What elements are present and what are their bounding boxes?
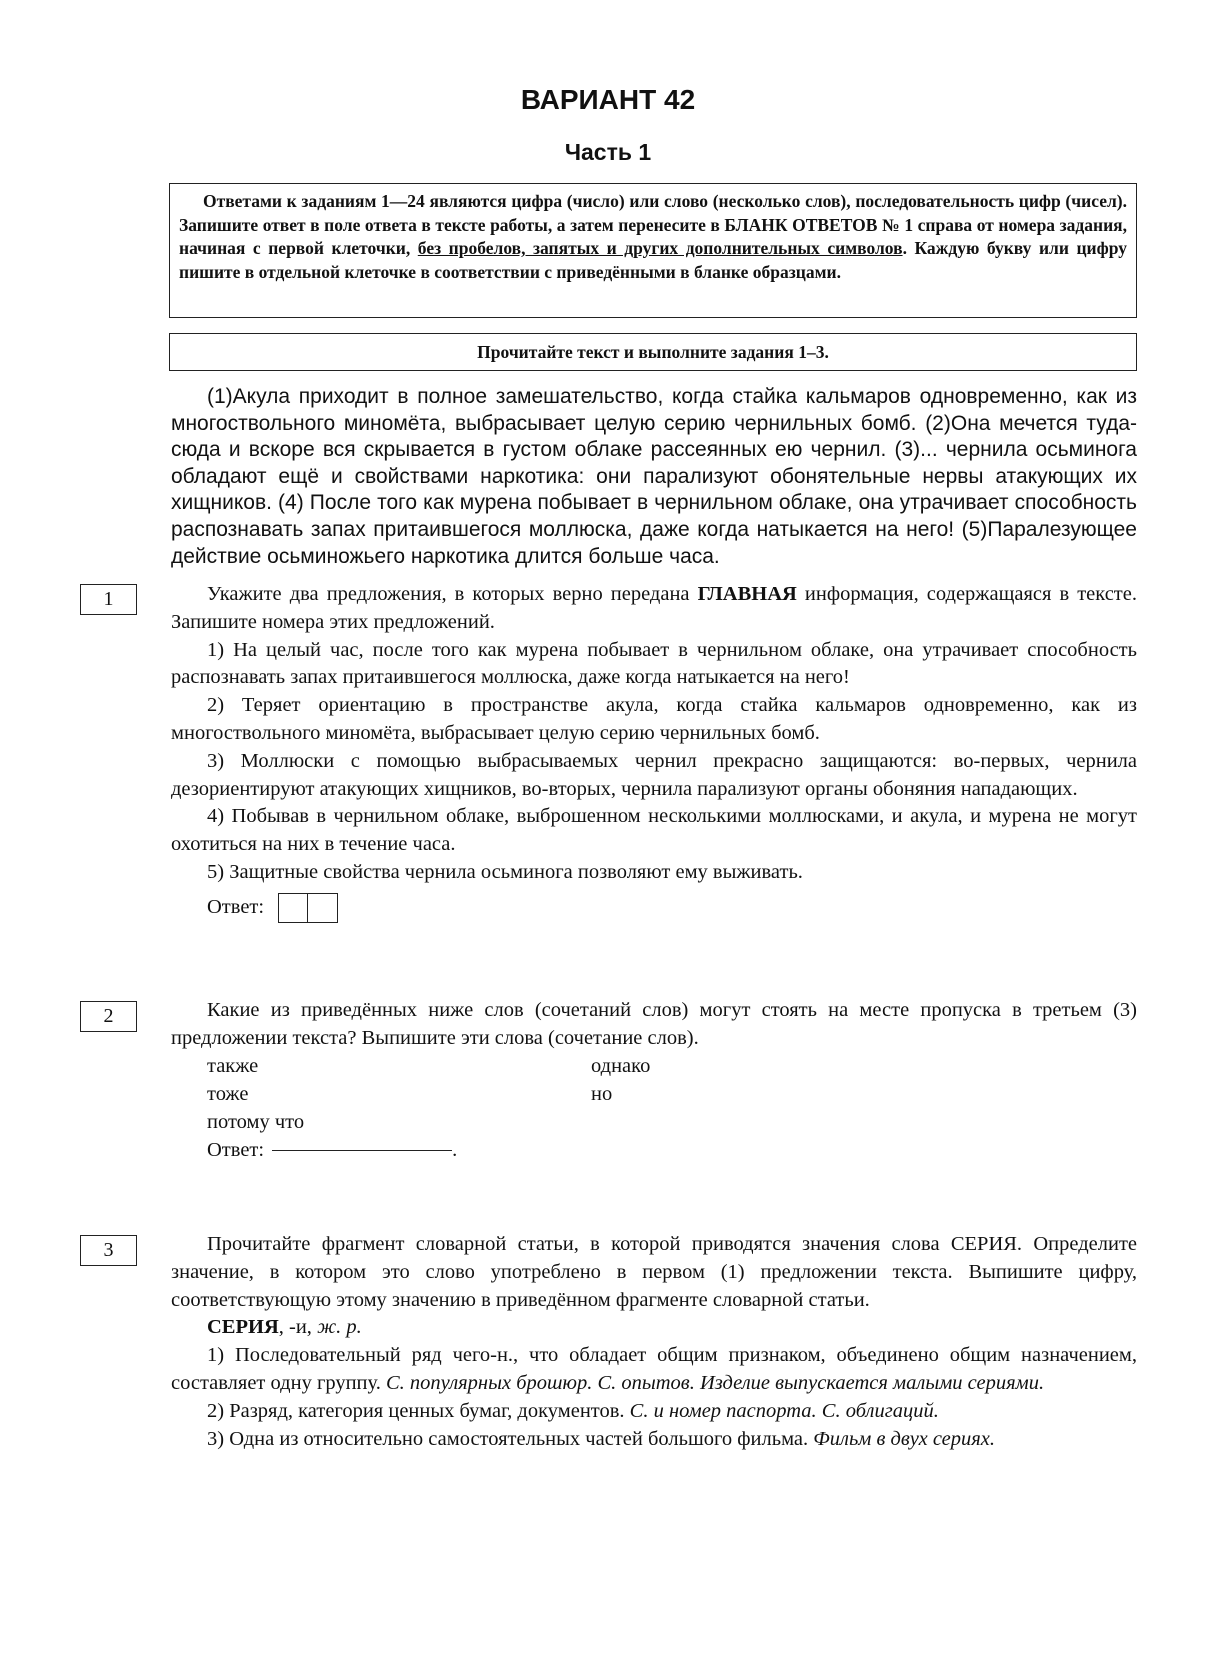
variant-title: ВАРИАНТ 42 [520,84,696,115]
instructions-underlined: без пробелов, запятых и других дополнительных символов [417,238,903,258]
task-1-answer-cells [278,893,338,923]
task-1-option: 4) Побывав в чернильном облаке, выброшенном несколькими моллюсками, и акула, и мурена не могут охотиться на них в течение часа. [171,805,1137,856]
reading-passage [171,384,1137,570]
task-2-number: 2 [80,1001,137,1032]
answer-cell[interactable] [308,893,338,923]
task-1 [171,581,1137,923]
task-2 [171,997,1137,1164]
read-instruction-box [169,333,1137,371]
dictionary-sense: 1) Последовательный ряд чего-н., что обладает общим признаком, объединено общим назначением, составляет одну группу. С. популярных брошюр. С. опытов. Изделие выпускается малыми сериями. [171,1344,1137,1394]
task-1-answer-label: Ответ: [207,895,265,918]
task-1-answer-row [207,893,1137,923]
instructions-text-end: . Каждую букву или цифру пишите в отдельной клеточке в соответствии с приведёнными в бланке образцами. [179,238,1127,282]
task-3-question: Прочитайте фрагмент словарной статьи, в которой приводятся значения слова СЕРИЯ. Определите значение, в котором это слово употреблено в первом (1) предложении текста. Выпишите цифру, соответствующую этому значению в приведённом фрагменте словарной статьи. [171,1233,1137,1311]
dictionary-sense: 2) Разряд, категория ценных бумаг, документов. С. и номер паспорта. С. облигаций. [207,1399,939,1422]
word-option: также [207,1054,259,1077]
word-option: потому что [207,1110,305,1133]
task-3-number: 3 [80,1235,137,1266]
task-2-answer-row: Ответ: . [207,1138,458,1161]
task-2-answer-label: Ответ: [207,1138,265,1161]
instructions-box [169,183,1137,318]
word-option: тоже [207,1082,249,1105]
word-option: но [591,1082,613,1105]
task-1-option: 5) Защитные свойства чернила осьминога позволяют ему выживать. [207,860,803,883]
task-1-option: 3) Моллюски с помощью выбрасываемых чернил прекрасно защищаются: во-первых, чернила дезориентируют атакующих хищников, во-вторых, чернила парализуют органы обоняния нападающих. [171,749,1137,800]
task-1-option: 2) Теряет ориентацию в пространстве акула, когда стайка кальмаров одновременно, как из многоствольного миномёта, выбрасывает целую серию чернильных бомб. [171,694,1137,744]
task-1-option: 1) На целый час, после того как мурена побывает в чернильном облаке, она утрачивает способность распознавать запах притаившегося моллюска, даже когда натыкается на него! [171,638,1137,689]
dictionary-sense: 3) Одна из относительно самостоятельных частей большого фильма. Фильм в двух сериях. [207,1427,996,1450]
answer-cell[interactable] [278,893,308,923]
task-1-number: 1 [80,584,137,615]
word-option: однако [591,1054,651,1077]
task-3 [171,1231,1137,1453]
part-title: Часть 1 [564,139,652,165]
read-instruction: Прочитайте текст и выполните задания 1–3. [477,342,829,362]
instructions-text: Ответами к заданиям 1—24 являются цифра (число) или слово (несколько слов), последовательность цифр (чисел). Запишите ответ в поле ответа в тексте работы, а затем перенесите в БЛАНК ОТВЕТОВ № 1 справа от номера задания, начиная с первой клеточки, [179,191,1127,258]
task-2-word-list [207,1053,1137,1164]
task-2-question: Какие из приведённых ниже слов (сочетаний слов) могут стоять на месте пропуска в третьем (3) предложении текста? Выпишите эти слова (сочетание слов). [171,999,1137,1049]
dictionary-headword-line: СЕРИЯ, -и, ж. р. [207,1316,362,1339]
passage-text: (1)Акула приходит в полное замешательство, когда стайка кальмаров одновременно, как из многоствольного миномёта, выбрасывает целую серию чернильных бомб. (2)Она мечется туда-сюда и вскоре вся скрывается в густом облаке рассеянных ею чернил. (3)... чернила осьминога обладают ещё и свойствами наркотика: они парализуют обонятельные нервы атакующих их хищников. (4) После того как мурена побывает в чернильном облаке, она утрачивает способность распознавать запах притаившегося моллюска, даже когда натыкается на него! (5)Паралезующее действие осьминожьего наркотика длится больше часа. [171,385,1137,568]
task-1-question: Укажите два предложения, в которых верно передана ГЛАВНАЯ информация, содержащаяся в тексте. Запишите номера этих предложений. [171,583,1137,633]
task-2-answer-line[interactable] [272,1150,452,1151]
